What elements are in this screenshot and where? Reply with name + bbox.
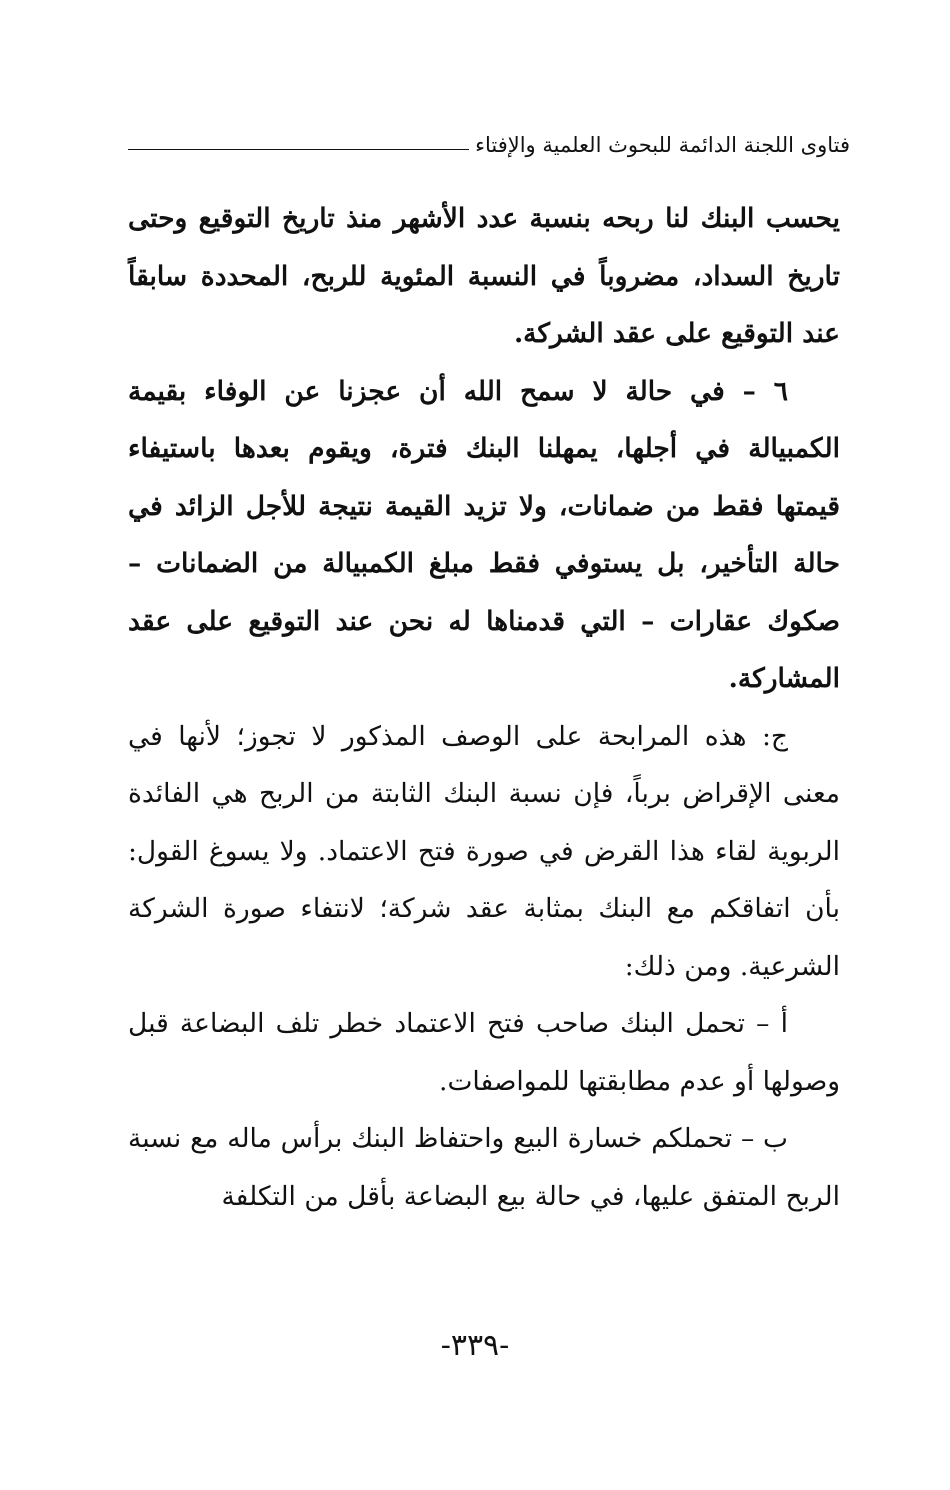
question-continuation-paragraph: يحسب البنك لنا ربحه بنسبة عدد الأشهر منذ تاريخ التوقيع وحتى تاريخ السداد، مضروباً في النسبة المئوية للربح، المحددة سابقاً عند التوقيع على عقد الشركة.: [128, 203, 840, 349]
question-item-6-paragraph: ٦ – في حالة لا سمح الله أن عجزنا عن الوفاء بقيمة الكمبيالة في أجلها، يمهلنا البنك فترة، ويقوم بعدها باستيفاء قيمتها فقط من ضمانات، ولا تزيد القيمة نتيجة للأجل الزائد في حالة التأخير، بل يستوفي فقط مبلغ الكمبيالة من الضمانات – صكوك عقارات – التي قدمناها له نحن عند التوقيع على عقد المشاركة.: [128, 375, 840, 694]
answer-point-b-paragraph: ب – تحملكم خسارة البيع واحتفاظ البنك برأس ماله مع نسبة الربح المتفق عليها، في حالة بيع البضاعة بأقل من التكلفة: [128, 1123, 840, 1212]
body-text: [128, 190, 840, 1225]
answer-point-a-paragraph: أ – تحمل البنك صاحب فتح الاعتماد خطر تلف البضاعة قبل وصولها أو عدم مطابقتها للمواصفات.: [128, 1008, 840, 1097]
page-number: -٣٣٩-: [440, 1328, 510, 1363]
running-header: [128, 118, 850, 158]
answer-paragraph: ج: هذه المرابحة على الوصف المذكور لا تجوز؛ لأنها في معنى الإقراض برباً، فإن نسبة البنك الثابتة من الربح هي الفائدة الربوية لقاء هذا القرض في صورة فتح الاعتماد. ولا يسوغ القول: بأن اتفاقكم مع البنك بمثابة عقد شركة؛ لانتفاء صورة الشركة الشرعية. ومن ذلك:: [128, 720, 840, 982]
header-rule: [128, 149, 469, 150]
header-title: فتاوى اللجنة الدائمة للبحوث العلمية والإفتاء: [475, 132, 850, 157]
